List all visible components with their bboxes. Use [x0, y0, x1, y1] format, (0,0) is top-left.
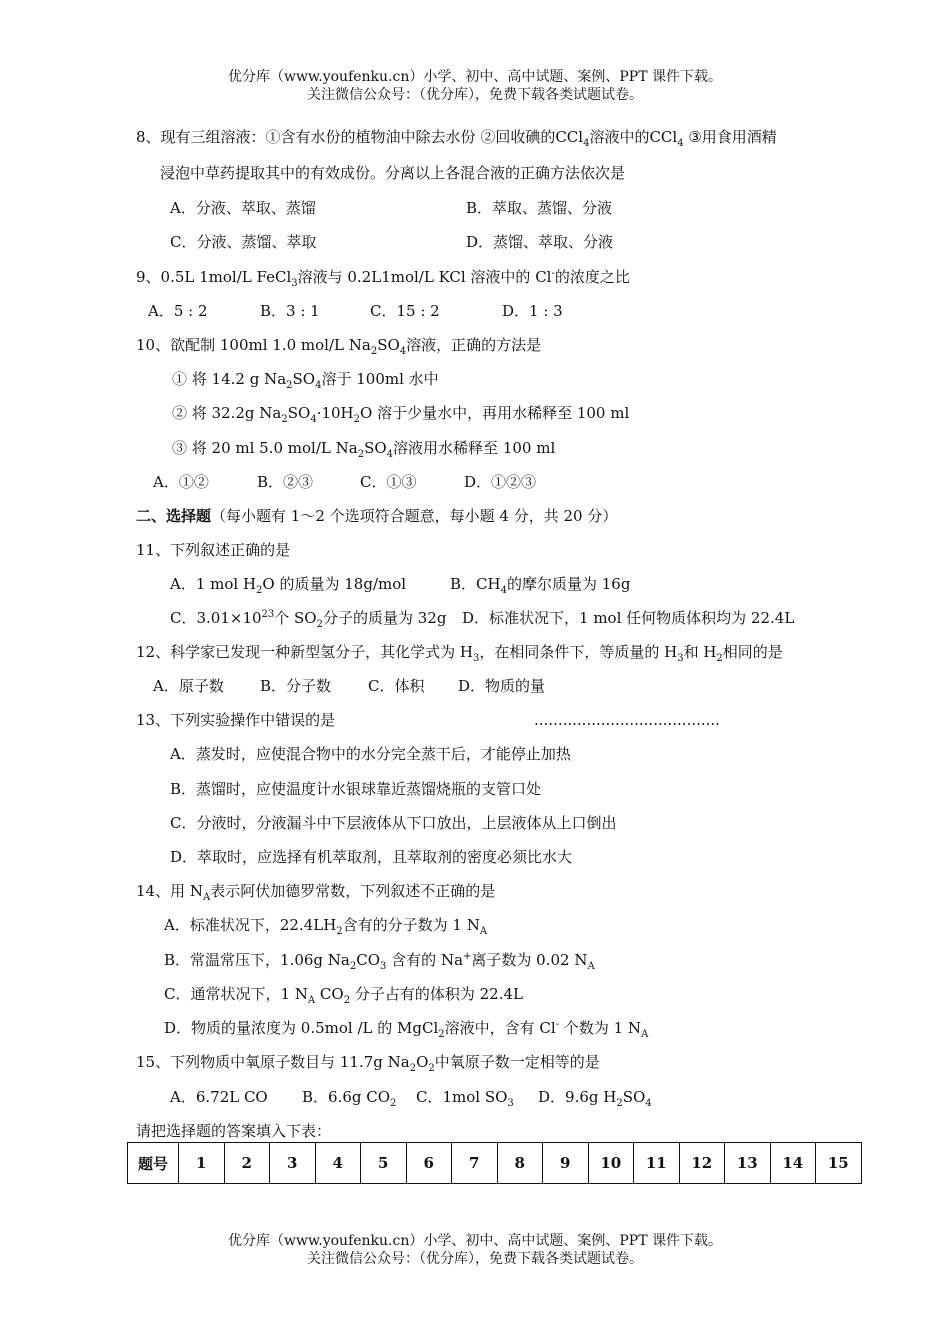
q15-stem: 15、下列物质中氧原子数目与 11.7g $Na_2O_2$中氧原子数一定相等的是 [136, 1053, 600, 1074]
q13-option-d: D．萃取时，应选择有机萃取剂，且萃取剂的密度必须比水大 [170, 848, 573, 866]
q13-option-b: B．蒸馏时，应使温度计水银球靠近蒸馏烧瓶的支管口处 [170, 780, 542, 798]
q11-option-b: B．$CH_4$的摩尔质量为 16g [450, 575, 631, 596]
answer-table-number-cell: 1 [179, 1143, 225, 1184]
q9-option-b: B．3 : 1 [260, 302, 320, 320]
q15-option-d: D．9.6g $H_2SO_4$ [538, 1088, 652, 1109]
q13-stem: 13、下列实验操作中错误的是 [136, 711, 336, 729]
answer-table-number-cell: 6 [406, 1143, 452, 1184]
answer-table-number-cell: 11 [634, 1143, 680, 1184]
answer-table-number-cell: 3 [270, 1143, 316, 1184]
q11-stem: 11、下列叙述正确的是 [136, 541, 291, 559]
q12-option-d: D．物质的量 [458, 677, 546, 695]
answer-table-number-cell: 4 [315, 1143, 361, 1184]
q9-option-d: D．1 : 3 [502, 302, 563, 320]
answer-table-number-cell: 12 [679, 1143, 725, 1184]
q8-stem-line2: 浸泡中草药提取其中的有效成份。分离以上各混合液的正确方法依次是 [160, 164, 626, 182]
answer-table-number-cell: 8 [497, 1143, 543, 1184]
page-header-line1: 优分库（www.youfenku.cn）小学、初中、高中试题、案例、PPT 课件下载。 [227, 69, 722, 85]
q9-option-a: A．5 : 2 [148, 302, 208, 320]
q8-stem-line1: 8、现有三组溶液：①含有水份的植物油中除去水份 ②回收碘的CCl$_4$溶液中的CCl$_4$ ③用食用酒精 [136, 128, 777, 149]
q8-option-b: B．萃取、蒸馏、分液 [466, 199, 613, 217]
q14-option-a: A．标准状况下，$22.4LH_2$含有的分子数为 1 $N_A$ [164, 916, 488, 937]
q12-stem: 12、科学家已发现一种新型氢分子，其化学式为 $H_3$，在相同条件下，等质量的 $H_3$和 $H_2$相同的是 [136, 643, 783, 664]
q15-option-c: C．1mol $SO_3$ [416, 1088, 514, 1109]
q10-statement-2: ② 将 32.2g $Na_2SO_4\cdot 10H_2O$ 溶于少量水中，再用水稀释至 100 ml [172, 404, 630, 425]
answer-table-label-cell: 题号 [128, 1143, 179, 1184]
q8-option-a: A．分液、萃取、蒸馏 [170, 199, 316, 217]
section2-heading: 二、选择题（每小题有 1～2 个选项符合题意，每小题 4 分，共 20 分） [136, 507, 618, 525]
q14-stem: 14、用 $N_A$表示阿伏加德罗常数，下列叙述不正确的是 [136, 882, 496, 903]
answer-table-number-cell: 14 [770, 1143, 816, 1184]
q11-option-a: A．1 mol $H_2O$ 的质量为 18g/mol [170, 575, 407, 596]
q11-option-c: C．$3.01\times 10^{23}$个 $SO_2$分子的质量为 32g [170, 609, 447, 630]
q15-option-b: B．6.6g $CO_2$ [302, 1088, 397, 1109]
q14-option-d: D．物质的量浓度为 0.5mol /L 的 MgCl$_2$溶液中，含有 Cl- 个数为 1 $N_A$ [164, 1019, 649, 1040]
q14-option-b: B．常温常压下，1.06g $Na_2CO_3$ 含有的 Na+离子数为 0.02 $N_A$ [164, 951, 595, 972]
q10-option-b: B．②③ [257, 473, 314, 491]
answer-table-number-cell: 9 [543, 1143, 589, 1184]
q12-option-b: B．分子数 [260, 677, 332, 695]
answer-table [127, 1142, 862, 1184]
q13-option-c: C．分液时，分液漏斗中下层液体从下口放出，上层液体从上口倒出 [170, 814, 617, 832]
q10-option-a: A．①② [153, 473, 209, 491]
q10-option-d: D．①②③ [464, 473, 537, 491]
answer-table-number-cell: 2 [224, 1143, 270, 1184]
q12-option-a: A．原子数 [153, 677, 224, 695]
answer-table-header-row [128, 1143, 862, 1184]
q10-option-c: C．①③ [360, 473, 417, 491]
q9-option-c: C．15 : 2 [370, 302, 440, 320]
page-footer-line1: 优分库（www.youfenku.cn）小学、初中、高中试题、案例、PPT 课件下载。 [227, 1233, 722, 1249]
q10-statement-3: ③ 将 20 ml 5.0 mol/L $Na_2SO_4$溶液用水稀释至 100 ml [172, 439, 556, 460]
q10-stem: 10、欲配制 100ml 1.0 mol/L $Na_2SO_4$溶液，正确的方法是 [136, 336, 542, 357]
answer-table-number-cell: 5 [361, 1143, 407, 1184]
answer-table-number-cell: 10 [588, 1143, 634, 1184]
answer-table-number-cell: 13 [725, 1143, 771, 1184]
q8-option-d: D．蒸馏、萃取、分液 [466, 233, 614, 251]
q11-option-d: D．标准状况下，1 mol 任何物质体积均为 22.4L [462, 609, 795, 627]
page-header-line2: 关注微信公众号：（优分库），免费下载各类试题试卷。 [307, 87, 643, 103]
q13-option-a: A．蒸发时，应使混合物中的水分完全蒸干后，才能停止加热 [170, 745, 571, 763]
q14-option-c: C．通常状况下，1 $N_A$ $CO_2$ 分子占有的体积为 22.4L [164, 985, 523, 1006]
q12-option-c: C．体积 [368, 677, 425, 695]
answer-table-number-cell: 7 [452, 1143, 498, 1184]
q9-stem: 9、0.5L 1mol/L FeCl$_3$溶液与 0.2L1mol/L KCl 溶液中的 Cl-的浓度之比 [136, 268, 630, 289]
answer-table-number-cell: 15 [816, 1143, 862, 1184]
page-footer-line2: 关注微信公众号：（优分库），免费下载各类试题试卷。 [307, 1251, 643, 1267]
q15-option-a: A．6.72L CO [170, 1088, 268, 1106]
answer-table-prompt: 请把选择题的答案填入下表： [136, 1122, 332, 1140]
q10-statement-1: ① 将 14.2 g $Na_2SO_4$溶于 100ml 水中 [172, 370, 439, 391]
q8-option-c: C．分液、蒸馏、萃取 [170, 233, 317, 251]
q13-dots: ....................................... [534, 711, 720, 729]
